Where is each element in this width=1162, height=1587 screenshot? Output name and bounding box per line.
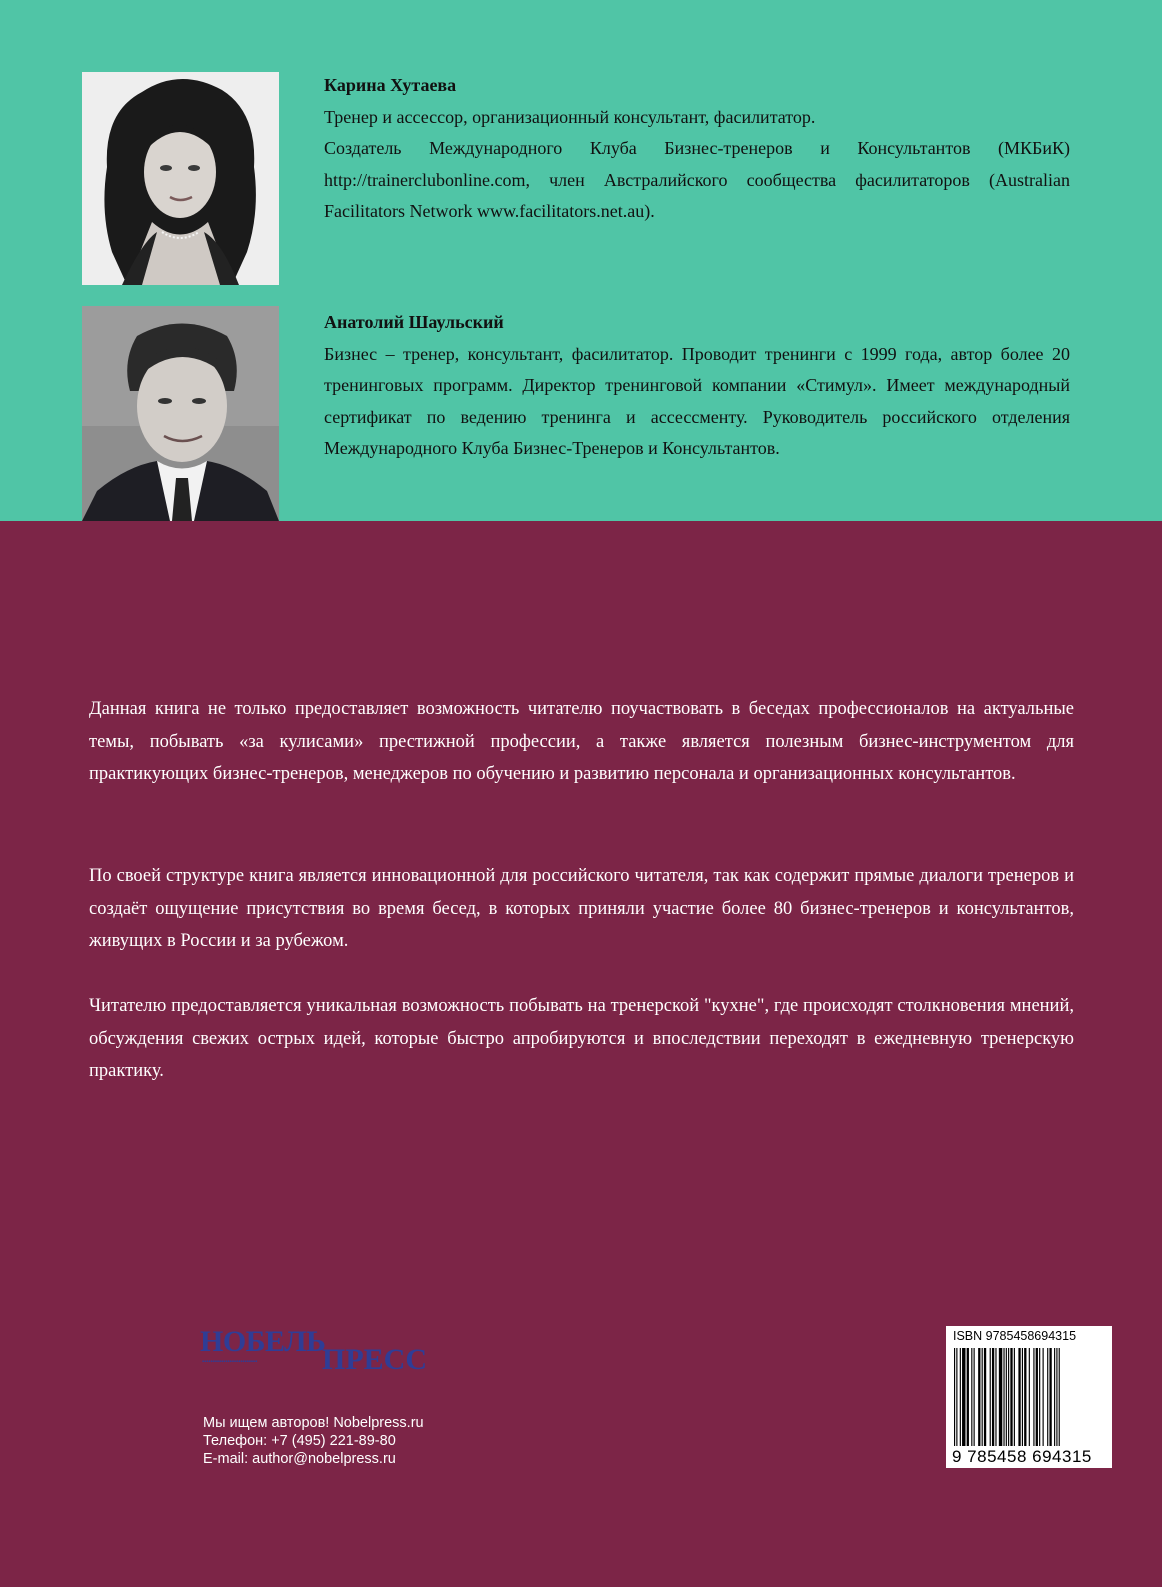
- publisher-contacts: [203, 1414, 424, 1468]
- author-bio-text: Создатель Международного Клуба Бизнес-тренеров и Консультантов (МКБиК) http://trainerclubonline.com, член Австралийского сообщества фасилитаторов (Australian Facilitators Network www.facilitators.net.au).: [324, 138, 1070, 221]
- author-bio-1: [324, 70, 1070, 228]
- author-bio-text: Бизнес – тренер, консультант, фасилитатор. Проводит тренинги с 1999 года, автор более 20 тренинговых программ. Директор тренинговой компании «Стимул». Имеет международный сертификат по ведению тренинга и ассессменту. Руководитель российского отделения Международного Клуба Бизнес-Тренеров и Консультантов.: [324, 343, 1070, 458]
- contact-line: Мы ищем авторов! Nobelpress.ru: [203, 1415, 424, 1431]
- logo-main-text: НОБЕЛЬ: [200, 1325, 326, 1358]
- logo-second-text: ПРЕСС: [322, 1343, 427, 1376]
- portrait-woman-photo: [82, 72, 279, 285]
- publisher-logo: [200, 1326, 430, 1376]
- logo-small-print: ▪▪▪▪▪▪▪▪▪▪▪▪▪▪▪▪▪▪▪▪▪▪▪▪▪▪: [202, 1359, 258, 1365]
- author-name: Анатолий Шаульский: [324, 312, 504, 332]
- author-name: Карина Хутаева: [324, 75, 457, 95]
- author-photo-1: [82, 72, 279, 285]
- barcode-bars: [952, 1348, 1106, 1446]
- contact-line: Телефон: +7 (495) 221-89-80: [203, 1433, 396, 1449]
- description-paragraph-3: [89, 990, 1074, 1088]
- portrait-man-photo: [82, 306, 279, 521]
- contact-line: E-mail: author@nobelpress.ru: [203, 1451, 396, 1467]
- description-paragraph-2: [89, 860, 1074, 958]
- description-text: Данная книга не только предоставляет возможность читателю поучаствовать в беседах профессионалов на актуальные темы, побывать «за кулисами» престижной профессии, а также является полезным бизнес-инструментом для практикующих бизнес-тренеров, менеджеров по обучению и развитию персонала и организационных консультантов.: [89, 699, 1074, 784]
- author-bio-text: Тренер и ассессор, организационный консультант, фасилитатор.: [324, 106, 816, 127]
- description-paragraph-1: [89, 693, 1074, 791]
- isbn-digits: 9 785458 694315: [952, 1447, 1092, 1466]
- description-text: Читателю предоставляется уникальная возможность побывать на тренерской "кухне", где происходят столкновения мнений, обсуждения свежих острых идей, которые быстро апробируются и впоследствии переходят в ежедневную тренерскую практику.: [89, 996, 1074, 1081]
- author-photo-2: [82, 306, 279, 521]
- isbn-barcode: [946, 1326, 1112, 1468]
- description-text: По своей структуре книга является инновационной для российского читателя, так как содержит прямые диалоги тренеров и создаёт ощущение присутствия во время бесед, в которых приняли участие более 80 бизнес-тренеров и консультантов, живущих в России и за рубежом.: [89, 866, 1074, 951]
- isbn-label: ISBN 9785458694315: [953, 1329, 1077, 1343]
- author-bio-2: [324, 307, 1070, 465]
